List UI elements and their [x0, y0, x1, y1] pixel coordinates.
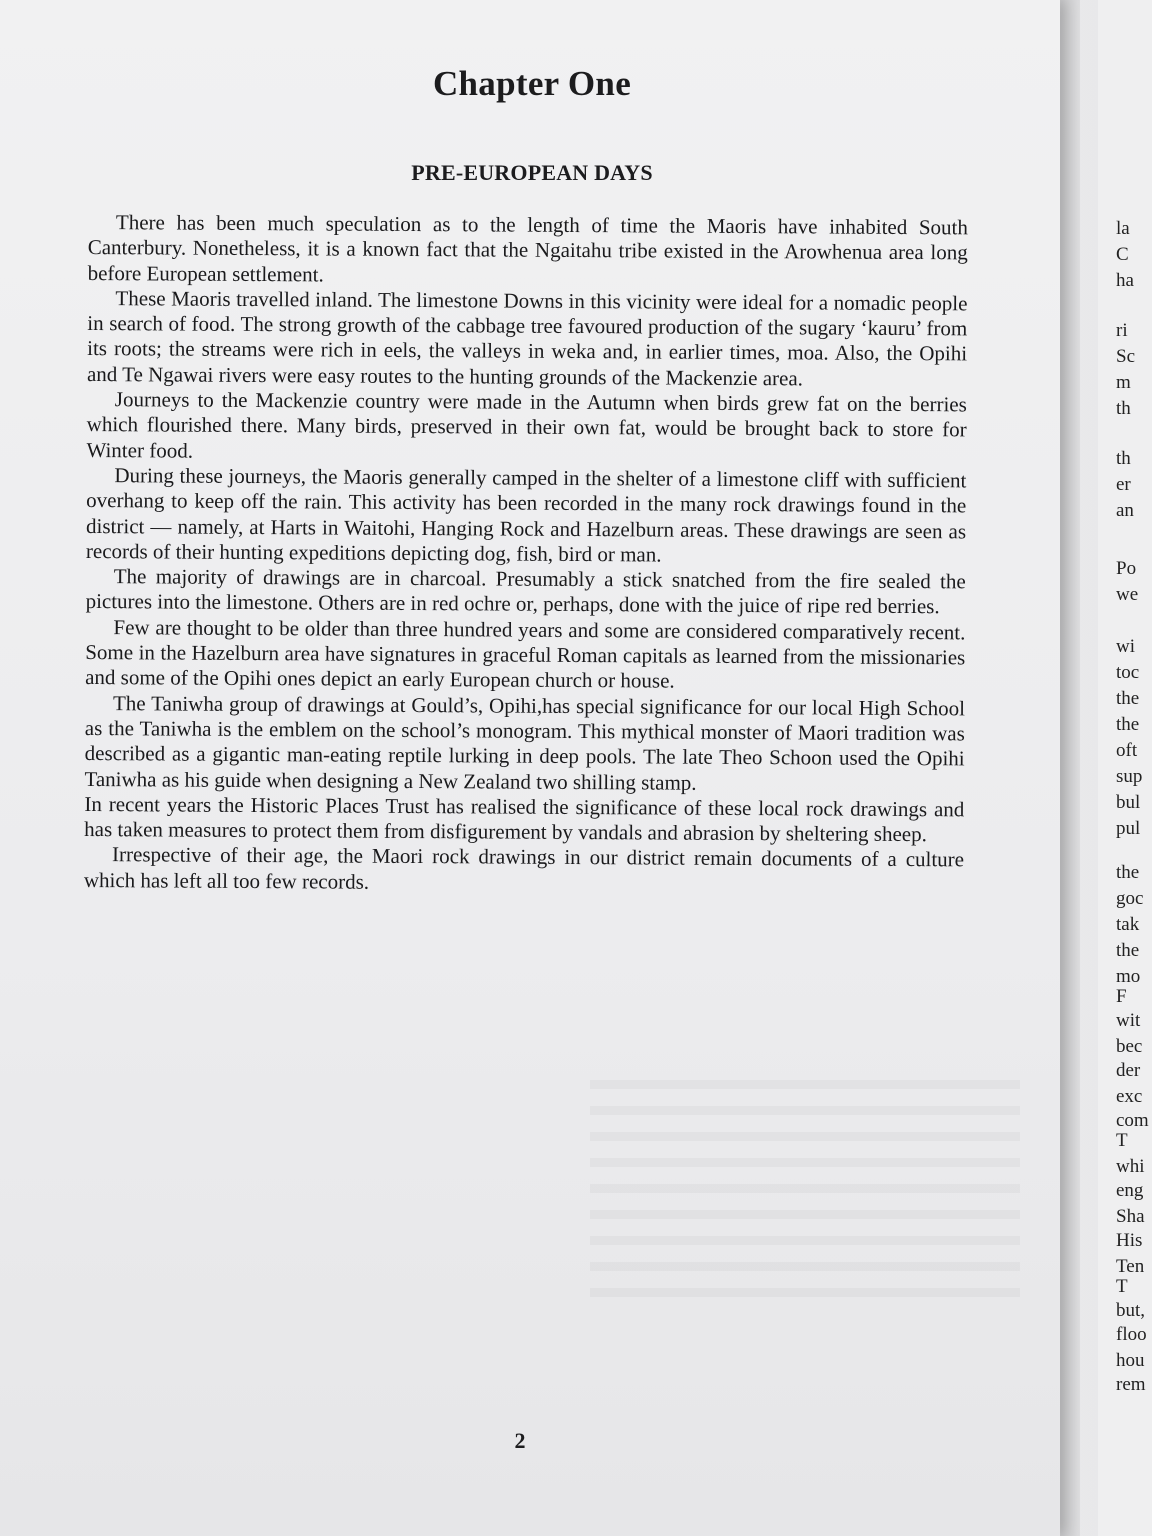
facing-page-fragment: T — [1116, 1276, 1128, 1297]
facing-page-fragment: the — [1116, 940, 1140, 961]
facing-page-fragment: Sc — [1116, 346, 1135, 367]
facing-page-fragment: der — [1116, 1060, 1141, 1081]
facing-page-fragment: Ten — [1116, 1256, 1145, 1277]
facing-page-fragment: Sha — [1116, 1206, 1145, 1227]
page-number: 2 — [514, 1428, 526, 1453]
facing-page-fragment: th — [1116, 448, 1131, 469]
facing-page-fragment: the — [1116, 862, 1140, 883]
facing-page-fragment: er — [1116, 474, 1131, 495]
facing-page-fragment: exc — [1116, 1086, 1143, 1107]
facing-page-fragment: tak — [1116, 914, 1140, 935]
facing-page-fragment: floo — [1116, 1324, 1147, 1345]
facing-page-fragment: oft — [1116, 740, 1138, 761]
chapter-title: Chapter One — [432, 64, 632, 103]
facing-page-fragment: wit — [1116, 1010, 1141, 1031]
facing-page-fragment: toc — [1116, 662, 1140, 683]
facing-page-edge — [1098, 0, 1152, 1536]
paragraph: Journeys to the Mackenzie country were made in the Autumn when birds grew fat on the berries which flourished there. Many birds, preserved in their own fat, would be brought back to store for Winter food. — [86, 387, 967, 463]
paragraph: In recent years the Historic Places Trust has realised the significance of these local rock drawings and has taken measures to protect them from disfigurement by vandals and abrasion by sheltering sheep. — [84, 791, 965, 847]
facing-page-fragment: but, — [1116, 1300, 1146, 1321]
paragraph: During these journeys, the Maoris generally camped in the shelter of a limestone cliff with sufficient overhang to keep off the rain. This activity has been recorded in the many rock drawings found in the district — namely, at Harts in Waitohi, Hanging Rock and Hazelburn areas. These drawings are seen as records of their hunting expeditions depicting dog, fish, bird or man. — [85, 463, 967, 567]
facing-page-fragment: F — [1116, 986, 1127, 1007]
facing-page-fragment: an — [1116, 500, 1134, 521]
facing-page-fragment: com — [1116, 1110, 1149, 1131]
paragraph: The majority of drawings are in charcoal. Presumably a stick snatched from the fire sealed the pictures into the limestone. Others are in red ochre or, perhaps, done with the juice of ripe red berries. — [85, 564, 966, 619]
show-through-lines — [590, 1080, 1020, 1310]
facing-page-fragment: rem — [1116, 1374, 1146, 1395]
paragraph: Few are thought to be older than three hundred years and some are considered comparatively recent. Some in the Hazelburn area have signatures in graceful Roman capitals as learned from the missionaries and some of the Opihi ones depict an early European church or house. — [85, 614, 966, 693]
facing-page-fragment: C — [1116, 244, 1129, 265]
facing-page-fragment: pul — [1116, 818, 1141, 839]
facing-page-fragment: eng — [1116, 1180, 1144, 1201]
facing-page-fragment: wi — [1116, 636, 1135, 657]
facing-page-fragment: la — [1116, 218, 1130, 239]
facing-page-fragment: m — [1116, 372, 1131, 393]
facing-page-fragment: sup — [1116, 766, 1143, 787]
facing-page-fragment: ha — [1116, 270, 1134, 291]
facing-page-fragment: bul — [1116, 792, 1141, 813]
facing-page-fragment: mo — [1116, 966, 1141, 987]
facing-page-fragment: His — [1116, 1230, 1143, 1251]
facing-page-fragment: we — [1116, 584, 1139, 605]
section-heading: PRE-EUROPEAN DAYS — [411, 160, 653, 185]
facing-page-fragment: goc — [1116, 888, 1144, 909]
body-text — [84, 210, 968, 898]
paragraph: There has been much speculation as to the length of time the Maoris have inhabited South Canterbury. Nonetheless, it is a known fact that the Ngaitahu tribe existed in the Arowhenua area long before European settlement. — [87, 210, 968, 287]
facing-page-fragment: the — [1116, 714, 1140, 735]
facing-page-fragment: hou — [1116, 1350, 1145, 1371]
facing-page-fragment: th — [1116, 398, 1131, 419]
facing-page-fragment: whi — [1116, 1156, 1145, 1177]
facing-page-fragment: bec — [1116, 1036, 1143, 1057]
paragraph: The Taniwha group of drawings at Gould’s, Opihi,has special significance for our local High School as the Taniwha is the emblem on the school’s monogram. This mythical monster of Maori tradition was described as a gigantic man-eating reptile lurking in deep pools. The late Theo Schoon used the Opihi Taniwha as his guide when designing a New Zealand two shilling stamp. — [84, 690, 966, 795]
facing-page-fragment: ri — [1116, 320, 1128, 341]
facing-page-fragment: Po — [1116, 558, 1137, 579]
facing-page-fragment: T — [1116, 1130, 1128, 1151]
paragraph: These Maoris travelled inland. The limestone Downs in this vicinity were ideal for a nomadic people in search of food. The strong growth of the cabbage tree favoured production of the sugary ‘kauru’ from its roots; the streams were rich in eels, the valleys in weka and, in earlier times, moa. Also, the Opihi and Te Ngawai rivers were easy routes to the hunting grounds of the Mackenzie area. — [86, 286, 968, 391]
facing-page-fragment: the — [1116, 688, 1140, 709]
paragraph: Irrespective of their age, the Maori rock drawings in our district remain documents of a culture which has left all too few records. — [83, 842, 965, 894]
